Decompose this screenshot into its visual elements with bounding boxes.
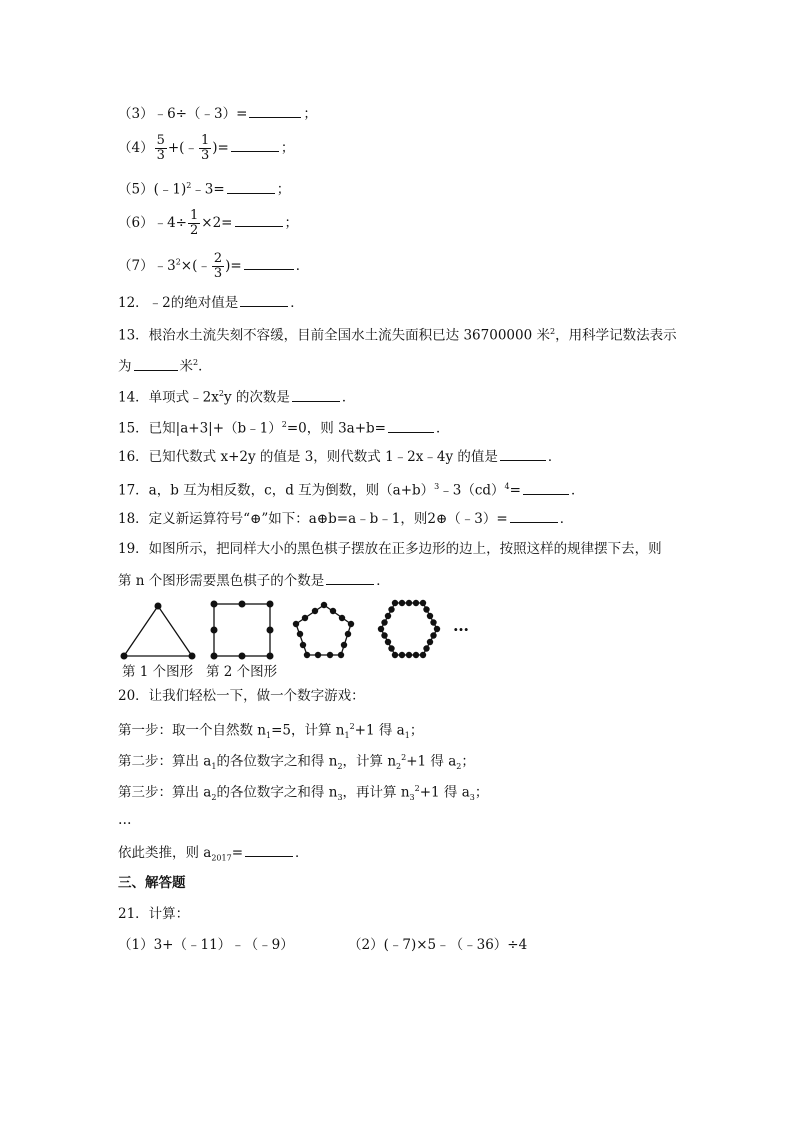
chess-piece — [430, 619, 436, 625]
answer-blank[interactable] — [510, 508, 558, 523]
chess-piece — [321, 602, 327, 608]
chess-piece — [399, 652, 405, 658]
chess-piece — [267, 627, 274, 634]
question-13-continued: 为 米$^2$． — [118, 353, 212, 377]
question-21: 21．计算： — [118, 906, 190, 922]
ellipsis: … — [118, 812, 132, 828]
answer-blank[interactable] — [388, 418, 434, 433]
sub-question-6: （6）﹣4÷ $\frac{1}{2}$ ×2= ； — [118, 208, 298, 238]
answer-blank[interactable] — [134, 356, 178, 371]
answer-blank[interactable] — [235, 212, 283, 227]
chess-piece — [300, 642, 306, 648]
sub-question-7: $(7)﹣3^2\times(﹣$ $\frac{2}{3}$ )= ． — [118, 251, 310, 281]
section-heading: 三、解答题 — [118, 875, 186, 891]
chess-piece — [378, 626, 384, 632]
chess-piece — [348, 621, 354, 627]
sub-question-4: （4） $\frac{5}{3}$ +(﹣ $\frac{1}{3}$ )= ； — [118, 133, 295, 163]
chess-piece — [430, 632, 436, 638]
chess-piece — [339, 615, 345, 621]
fraction: $\frac{1}{3}$ — [200, 133, 210, 163]
chess-piece — [312, 608, 318, 614]
answer-blank[interactable] — [292, 387, 340, 402]
figures-canvas — [118, 598, 498, 660]
chess-piece — [392, 652, 398, 658]
chess-piece — [413, 652, 419, 658]
figure-pentagon — [293, 602, 354, 658]
question-13: 13．根治水土流失刻不容缓，目前全国水土流失面积已达 36700000 米$^2$，用科学记数法表示 — [118, 327, 677, 344]
question-16: 16．已知代数式 x+2y 的值是 3，则代数式 1﹣2x﹣4y 的值是 ． — [118, 446, 561, 467]
question-12: 12．﹣2的绝对值是 ． — [118, 292, 304, 313]
question-20: 20．让我们轻松一下，做一个数字游戏： — [118, 688, 365, 704]
answer-blank[interactable] — [244, 255, 294, 270]
step-2: 第二步：算出 $a_1$的各位数字之和得 $n_2$，计算 $n_2^2+1$ 得 $a_2$； — [118, 753, 475, 772]
chess-piece — [406, 652, 412, 658]
chess-piece — [381, 632, 387, 638]
chess-piece — [211, 627, 218, 634]
question-19: 19．如图所示，把同样大小的黑色棋子摆放在正多边形的边上，按照这样的规律摆下去，则 — [118, 541, 662, 557]
chess-piece — [381, 619, 387, 625]
chess-piece — [388, 606, 394, 612]
chess-piece — [427, 639, 433, 645]
chess-piece — [211, 653, 218, 660]
answer-blank[interactable] — [245, 842, 293, 857]
figures-continuation: … — [453, 616, 469, 635]
chess-piece — [434, 626, 440, 632]
answer-blank[interactable] — [227, 179, 275, 194]
question-19-continued: 第 n 个图形需要黑色棋子的个数是 ． — [118, 570, 390, 591]
chess-piece — [423, 645, 429, 651]
chess-piece — [341, 642, 347, 648]
chess-piece — [327, 652, 333, 658]
chess-piece — [420, 652, 426, 658]
answer-blank[interactable] — [523, 480, 569, 495]
figure-label-2: 第 2 个图形 — [206, 664, 278, 680]
answer-blank[interactable] — [240, 292, 288, 307]
sub-question-3: （3）﹣6÷（﹣3）= ； — [118, 103, 317, 124]
fraction: $\frac{2}{3}$ — [213, 251, 223, 281]
question-15: 15．已知|a+3|+（b﹣1）$^2$=0，则 3a+b= ． — [118, 415, 449, 439]
figure-hexagon — [378, 600, 440, 658]
figure-triangle — [121, 603, 196, 660]
chess-piece — [211, 601, 218, 608]
chess-piece — [399, 600, 405, 606]
infer-line: 依此类推，则 $a_{2017}=$ ． — [118, 842, 309, 869]
chess-piece — [388, 645, 394, 651]
chess-piece — [315, 652, 321, 658]
chess-piece — [239, 601, 246, 608]
chess-piece — [302, 615, 308, 621]
chess-piece — [121, 653, 128, 660]
question-14: 14．单项式$﹣2x^2y$ 的次数是 ． — [118, 384, 355, 408]
square-shape — [214, 604, 270, 656]
question-18: 18．定义新运算符号“⊕”如下：a⊕b=a﹣b﹣1，则2⊕（﹣3）= ． — [118, 508, 573, 529]
triangle-shape — [124, 606, 192, 656]
chess-piece — [423, 606, 429, 612]
chess-piece — [406, 600, 412, 606]
chess-piece — [385, 613, 391, 619]
chess-piece — [392, 600, 398, 606]
chess-piece — [155, 603, 162, 610]
chess-piece — [420, 600, 426, 606]
part-2: （2）(﹣7)×5﹣（﹣36）÷4 — [348, 937, 528, 953]
chess-piece — [267, 601, 274, 608]
chess-piece — [345, 631, 351, 637]
chess-piece — [385, 639, 391, 645]
question-21-parts — [118, 935, 528, 955]
figure-label-1: 第 1 个图形 — [122, 664, 194, 680]
chess-piece — [297, 631, 303, 637]
chess-piece — [330, 608, 336, 614]
sub-question-5: （5）(﹣1)$^2$﹣3= ； — [118, 176, 290, 200]
step-1: 第一步：取一个自然数 $n_1=5$，计算 $n_1^2+1$ 得 $a_1$； — [118, 722, 424, 741]
chess-piece — [427, 613, 433, 619]
question-17: 17．a，b 互为相反数，c，d 互为倒数，则$(a+b)^3﹣3(cd)^4=$ ． — [118, 477, 584, 501]
step-3: 第三步：算出 $a_2$的各位数字之和得 $n_3$，再计算 $n_3^2+1$ 得 $a_3$； — [118, 784, 489, 803]
chess-piece — [338, 652, 344, 658]
fraction: $\frac{1}{2}$ — [190, 208, 199, 238]
chess-piece — [239, 653, 246, 660]
chess-piece — [293, 621, 299, 627]
answer-blank[interactable] — [231, 137, 279, 152]
figure-square — [211, 601, 274, 660]
chess-piece — [189, 653, 196, 660]
chess-piece — [304, 652, 310, 658]
chess-piece — [267, 653, 274, 660]
chess-piece — [413, 600, 419, 606]
answer-blank[interactable] — [500, 446, 546, 461]
answer-blank[interactable] — [249, 103, 301, 118]
fraction: $\frac{5}{3}$ — [156, 133, 165, 163]
part-1: （1）3+（﹣11）﹣（﹣9） — [118, 937, 294, 953]
answer-blank[interactable] — [326, 570, 374, 585]
